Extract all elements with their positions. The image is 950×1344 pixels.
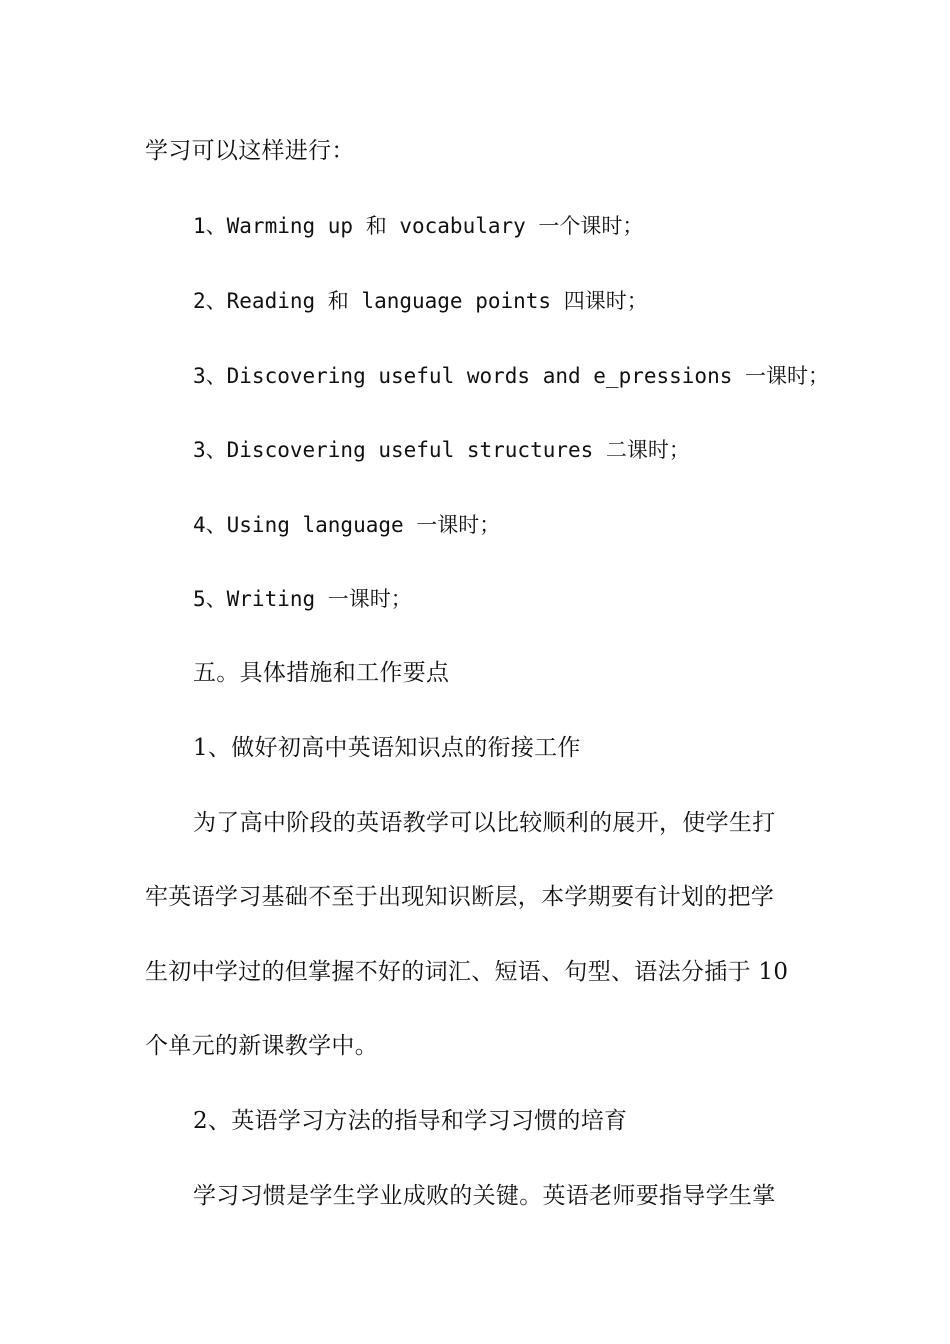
subsection-heading-1: 1、做好初高中英语知识点的衔接工作 (193, 735, 581, 761)
paragraph-line: 学习可以这样进行： (145, 138, 355, 164)
paragraph-line: 牢英语学习基础不至于出现知识断层，本学期要有计划的把学 (145, 884, 775, 910)
schedule-item-3: 3、Discovering useful words and e_pressions 一课时； (193, 364, 830, 388)
section-heading: 五。具体措施和工作要点 (193, 660, 450, 686)
schedule-item-2: 2、Reading 和 language points 四课时； (193, 289, 648, 313)
schedule-item-4: 3、Discovering useful structures 二课时； (193, 438, 690, 462)
subsection-heading-2: 2、英语学习方法的指导和学习习惯的培育 (193, 1108, 628, 1134)
paragraph-line: 学习习惯是学生学业成败的关键。英语老师要指导学生掌 (193, 1183, 776, 1209)
paragraph-line: 生初中学过的但掌握不好的词汇、短语、句型、语法分插于 10 (145, 959, 789, 985)
paragraph-line: 为了高中阶段的英语教学可以比较顺利的展开，使学生打 (193, 810, 776, 836)
schedule-item-1: 1、Warming up 和 vocabulary 一个课时； (193, 214, 644, 238)
schedule-item-5: 4、Using language 一课时； (193, 513, 501, 537)
paragraph-line: 个单元的新课教学中。 (145, 1033, 378, 1059)
schedule-item-6: 5、Writing 一课时； (193, 587, 412, 611)
